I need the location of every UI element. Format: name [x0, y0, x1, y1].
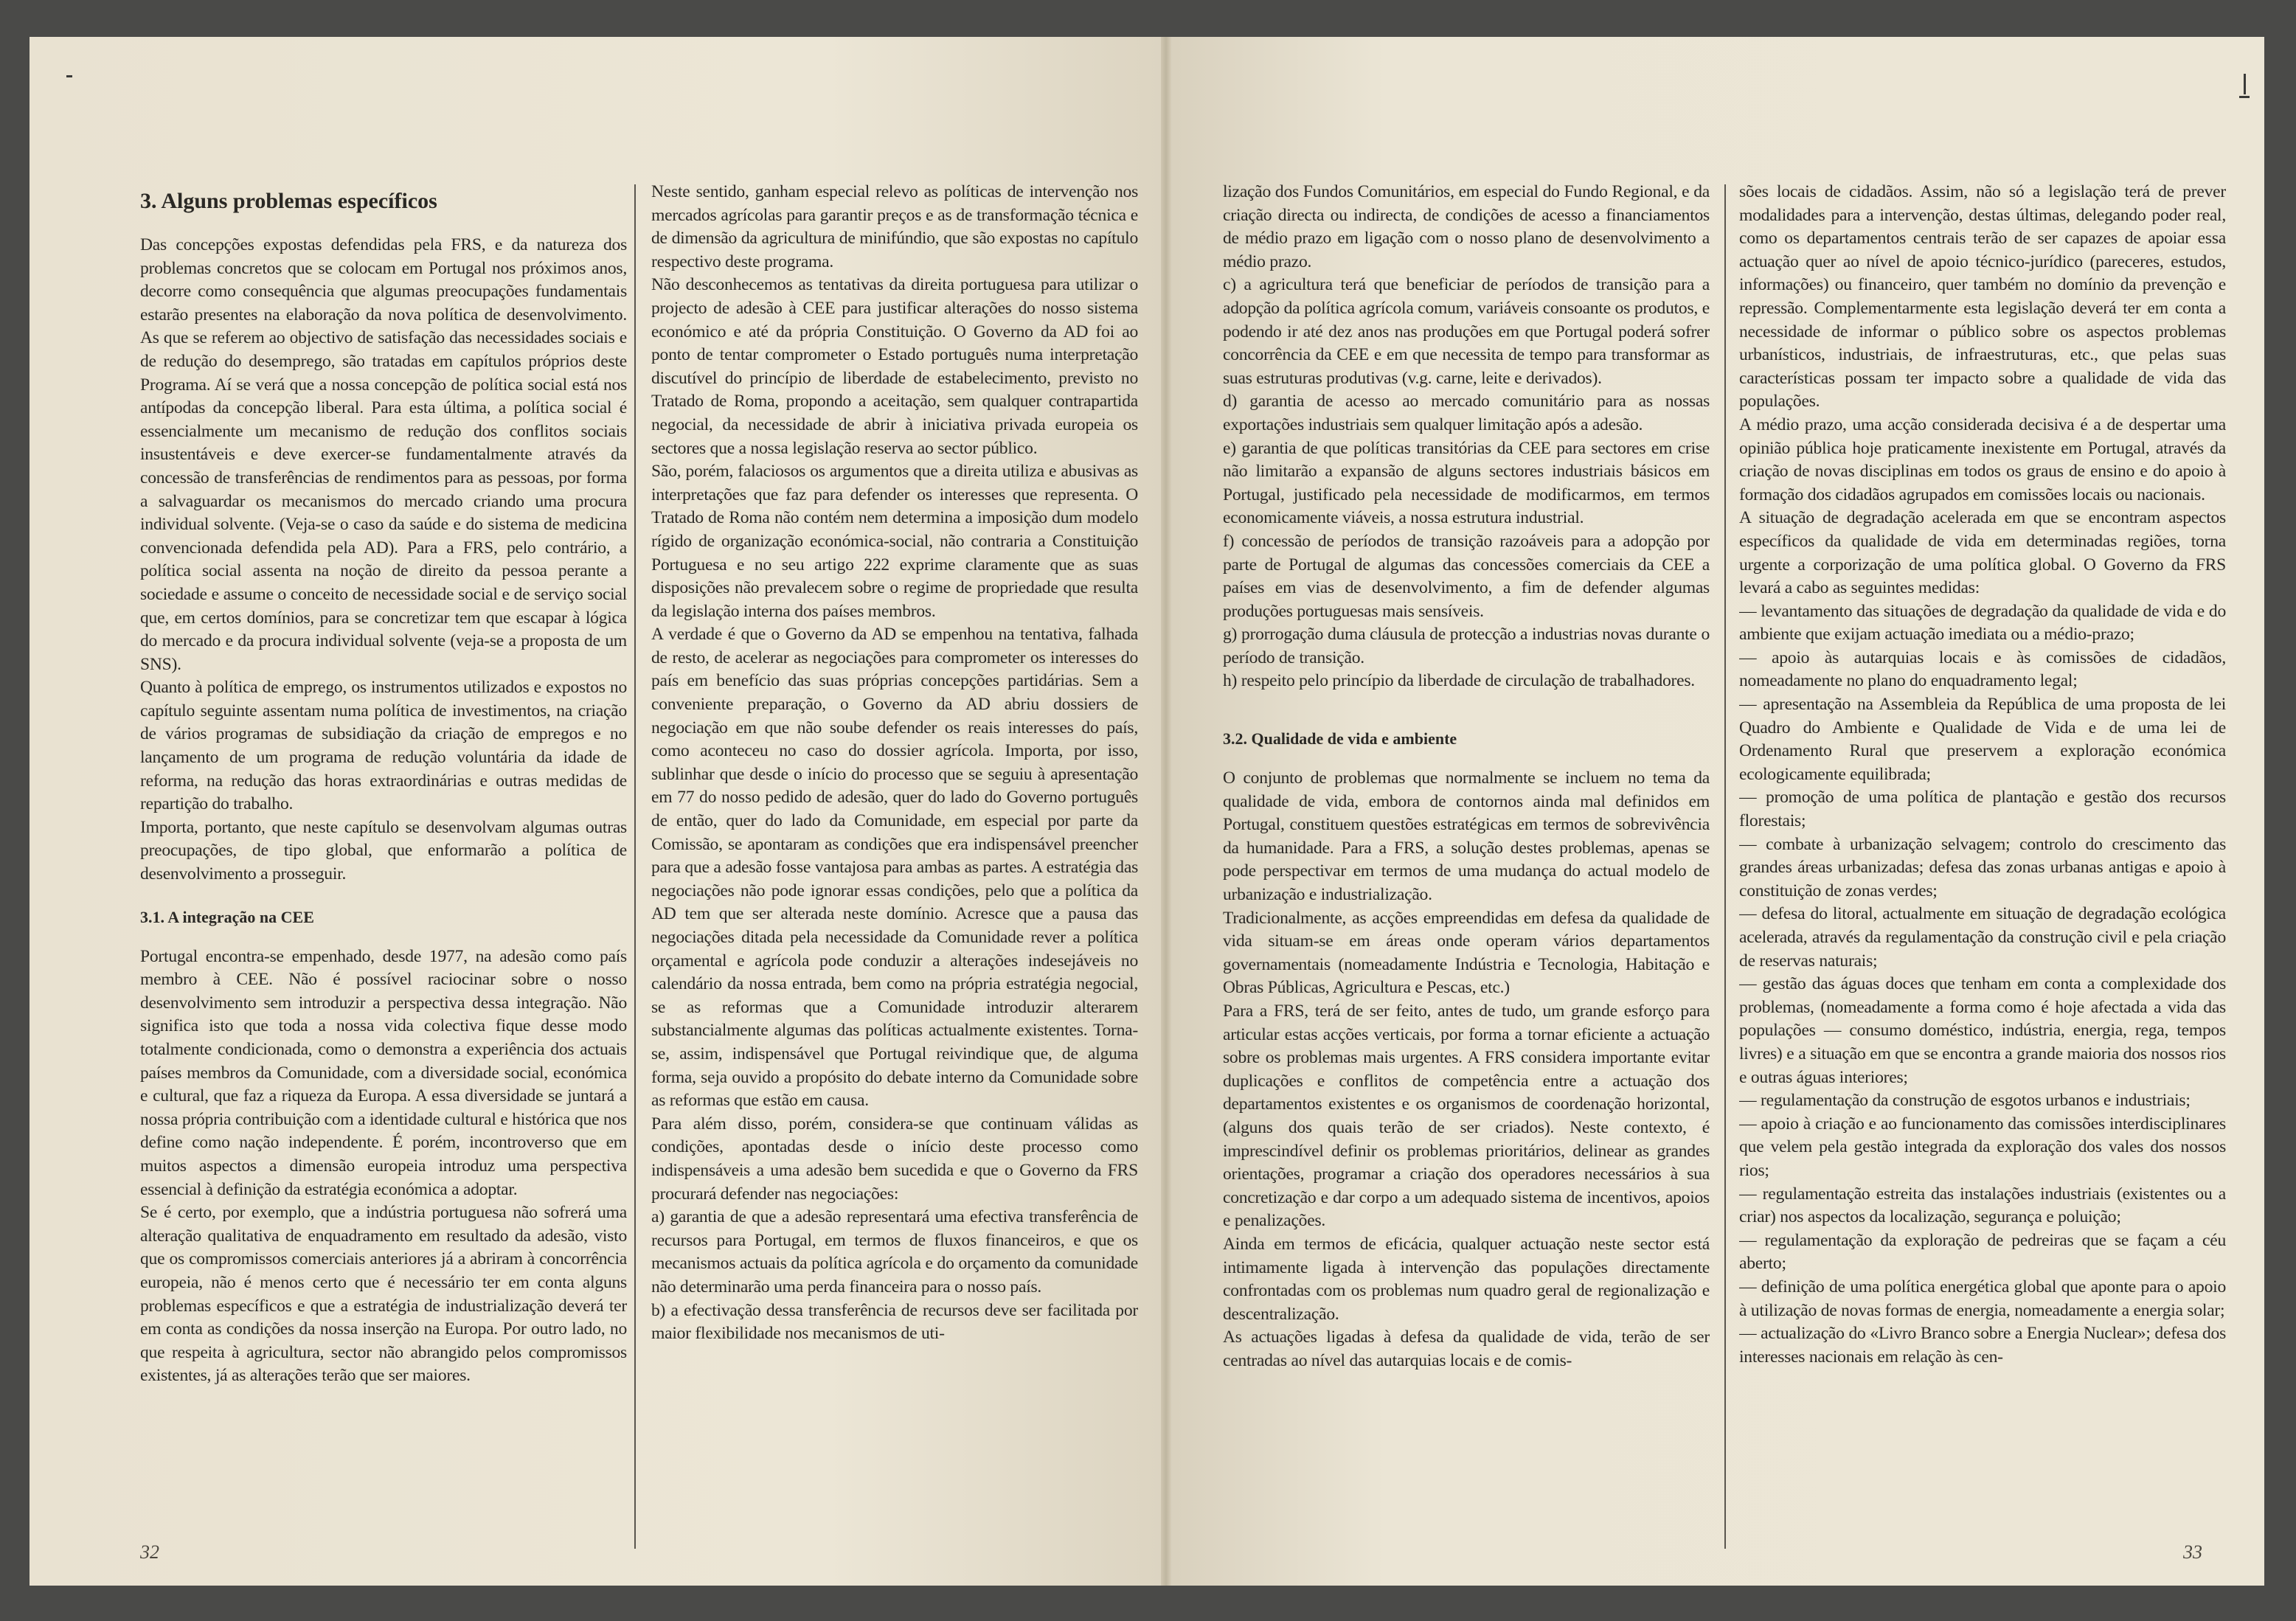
- scan-mark: [2239, 96, 2250, 98]
- list-item: — apoio às autarquias locais e às comissões de cidadãos, nomeadamente no plano do enquadramento legal;: [1739, 648, 2226, 691]
- page-number-left: 32: [140, 1541, 159, 1563]
- paragraph: Ainda em termos de eficácia, qualquer actuação neste sector está intimamente ligada à intervenção das populações directamente confrontadas com os problemas num quadro geral de regionalização e descentralização.: [1223, 1234, 1710, 1324]
- list-item: — apoio à criação e ao funcionamento das comissões interdisciplinares que velem pela gestão integrada da exploração dos vales dos nossos rios;: [1739, 1114, 2226, 1180]
- column-rule: [1724, 184, 1726, 1549]
- paragraph: Para além disso, porém, considera-se que continuam válidas as condições, apontadas desde o início deste processo como indispensáveis a uma adesão bem sucedida e que o Governo da FRS procurará defender nas negociações:: [651, 1114, 1138, 1204]
- paragraph: lização dos Fundos Comunitários, em especial do Fundo Regional, e da criação directa ou indirecta, de condições de acesso a financiamentos de médio prazo em ligação com o nosso plano de desenvolvimento a médio prazo.: [1223, 182, 1710, 271]
- book-gutter: [1161, 37, 1171, 1586]
- list-item: — gestão das águas doces que tenham em conta a complexidade dos problemas, (nomeadamente a forma como é hoje afectada a vida das populações — consumo doméstico, indústria, energia, rega, tempos livres) e a situação em que se encontra a grande maioria dos nossos rios e outras águas interiores;: [1739, 974, 2226, 1087]
- paragraph: h) respeito pelo princípio da liberdade de circulação de trabalhadores.: [1223, 671, 1695, 691]
- open-book-spread: [30, 37, 2264, 1586]
- paragraph: Importa, portanto, que neste capítulo se desenvolvam algumas outras preocupações, de tipo global, que enformarão a política de desenvolvimento a prosseguir.: [140, 817, 627, 884]
- paragraph: f) concessão de períodos de transição razoáveis para a adopção por parte de Portugal de algumas das concessões comerciais da CEE a países em vias de desenvolvimento, a fim de defender algumas produções portuguesas mais sensíveis.: [1223, 531, 1710, 621]
- list-item: — promoção de uma política de plantação e gestão dos recursos florestais;: [1739, 788, 2226, 831]
- list-item: — regulamentação estreita das instalações industriais (existentes ou a criar) nos aspectos da localização, segurança e poluição;: [1739, 1184, 2226, 1227]
- paragraph: a) garantia de que a adesão representará uma efectiva transferência de recursos para Portugal, em termos de fluxos financeiros, e que os mecanismos actuais da política agrícola e do orçamento da comunidade não determinarão uma perda financeira para o nosso país.: [651, 1207, 1138, 1297]
- paragraph: Tradicionalmente, as acções empreendidas em defesa da qualidade de vida situam-se em áreas onde operam vários departamentos governamentais (nomeadamente Indústria e Tecnologia, Habitação e Obras Públicas, Agricultura e Pescas, etc.): [1223, 908, 1710, 998]
- list-item: — regulamentação da exploração de pedreiras que se façam a céu aberto;: [1739, 1230, 2226, 1274]
- paragraph: A médio prazo, uma acção considerada decisiva é a de despertar uma opinião pública hoje praticamente inexistente em Portugal, através da criação de novas disciplinas em todos os graus de ensino e do apoio à formação dos cidadãos agrupados em comissões locais ou nacionais.: [1739, 414, 2226, 504]
- column-1: [140, 188, 627, 1582]
- paragraph: O conjunto de problemas que normalmente se incluem no tema da qualidade de vida, embora de contornos ainda mal definidos em Portugal, constituem questões estratégicas em termos de sobrevivência da humanidade. Para a FRS, a solução destes problemas, apenas se pode perspectivar em termos de uma mudança do actual modelo de urbanização e industrialização.: [1223, 768, 1710, 905]
- paragraph: A verdade é que o Governo da AD se empenhou na tentativa, falhada de resto, de acelerar as negociações para comprometer os interesses do país em benefício das suas próprias concepções partidárias. Sem a conveniente preparação, o Governo da AD abriu dossiers de negociação em que não soube defender os reais interesses do país, como aconteceu no caso do dossier agrícola. Importa, por isso, sublinhar que desde o início do processo que se seguiu à apresentação em 77 do nosso pedido de adesão, quer do lado do Governo português de então, quer do lado da Comunidade, em especial por parte da Comissão, se apontaram as condições que era indispensável preencher para que a adesão fosse vantajosa para ambas as partes. A estratégia das negociações não pode ignorar essas condições, pelo que a política da AD tem que ser alterada neste domínio. Acresce que a pausa das negociações ditada pela necessidade da Comunidade rever a política orçamental e agrícola pode conduzir a alterações indesejáveis no calendário da nossa entrada, bem como na própria estratégia negocial, se as reformas que a Comunidade introduzir alterarem substancialmente algumas das políticas actualmente existentes. Torna-se, assim, indispensável que Portugal reivindique que, de alguma forma, seja ouvido a propósito do debate interno da Comunidade sobre as reformas que estão em causa.: [651, 625, 1138, 1111]
- paragraph: São, porém, falaciosos os argumentos que a direita utiliza e abusivas as interpretações que faz para defender os interesses que representa. O Tratado de Roma não contém nem determina a imposição dum modelo rígido de organização económica-social, não contraria a Constituição Portuguesa e no seu artigo 222 exprime claramente que as suas disposições não prevalecem sobre o regime de propriedade que resulta da legislação interna dos países membros.: [651, 462, 1138, 621]
- column-3: [1223, 181, 1710, 1575]
- paragraph: Não desconhecemos as tentativas da direita portuguesa para utilizar o projecto de adesão à CEE para justificar alterações do nosso sistema económico e até da própria Constituição. O Governo da AD foi ao ponto de tentar comprometer o Estado português numa interpretação discutível do princípio de liberdade de estabelecimento, previsto no Tratado de Roma, propondo a aceitação, sem qualquer contrapartida negocial, da necessidade de abrir à iniciativa privada europeia os sectores que a nossa legislação reserva ao sector público.: [651, 275, 1138, 458]
- list-item: — apresentação na Assembleia da República de uma proposta de lei Quadro do Ambiente e Qualidade de Vida e de uma lei de Ordenamento Rural que preservem a exploração económica ecologicamente equilibrada;: [1739, 695, 2226, 784]
- paragraph: g) prorrogação duma cláusula de protecção a industrias novas durante o período de transição.: [1223, 625, 1710, 667]
- list-item: — levantamento das situações de degradação da qualidade de vida e do ambiente que exijam actuação imediata ou a médio-prazo;: [1739, 601, 2226, 645]
- list-item: — actualização do «Livro Branco sobre a Energia Nuclear»; defesa dos interesses nacionais em relação às cen-: [1739, 1324, 2226, 1367]
- column-2: [651, 181, 1138, 1575]
- list-item: — definição de uma política energética global que aponte para o apoio à utilização de novas formas de energia, nomeadamente a energia solar;: [1739, 1277, 2226, 1320]
- list-item: — regulamentação da construção de esgotos urbanos e industriais;: [1739, 1091, 2191, 1111]
- paragraph: Para a FRS, terá de ser feito, antes de tudo, um grande esforço para articular estas acções verticais, por forma a tornar eficiente a actuação sobre os problemas mais urgentes. A FRS considera importante evitar duplicações e conflitos de competência entre a actuação dos departamentos existentes e os organismos de coordenação horizontal, (alguns dos quais terão de ser criados). Neste contexto, é imprescindível definir os problemas prioritários, delinear as grandes orientações, programar a criação dos operadores necessários à sua concretização e dar corpo a um adequado sistema de incentivos, apoios e penalizações.: [1223, 1002, 1710, 1231]
- subsection-heading: 3.2. Qualidade de vida e ambiente: [1223, 729, 1457, 749]
- paragraph: As actuações ligadas à defesa da qualidade de vida, terão de ser centradas ao nível das autarquias locais e de comis-: [1223, 1327, 1710, 1370]
- page-number-right: 33: [2183, 1541, 2202, 1563]
- paragraph: Se é certo, por exemplo, que a indústria portuguesa não sofrerá uma alteração qualitativa de enquadramento em resultado da adesão, visto que os compromissos comerciais anteriores já a abriram à concorrência europeia, não é menos certo que é necessário ter em conta alguns problemas específicos e que a estratégia de industrialização deverá ter em conta as condições da nossa inserção na Europa. Por outro lado, no que respeita à agricultura, sector não abrangido pelos compromissos existentes, já as alterações terão que ser maiores.: [140, 1203, 627, 1386]
- paragraph: d) garantia de acesso ao mercado comunitário para as nossas exportações industriais sem qualquer limitação após a adesão.: [1223, 392, 1710, 434]
- paragraph: sões locais de cidadãos. Assim, não só a legislação terá de prever modalidades para a intervenção, destas últimas, delegando poder real, como os departamentos centrais terão de ser capazes de apoiar essa actuação quer ao nível de apoio técnico-jurídico (pareceres, estudos, informações) ou financeiro, quer também no domínio da prevenção e repressão. Complementarmente esta legislação deverá ter em conta a necessidade de informar o público sobre os aspectos problemas urbanísticos, industriais, de infraestruturas, etc., que pelas suas características possam ter impacto sobre a qualidade de vida das populações.: [1739, 182, 2226, 412]
- scan-mark: [66, 75, 72, 77]
- list-item: — defesa do litoral, actualmente em situação de degradação ecológica acelerada, através da regulamentação da construção civil e pela criação de reservas naturais;: [1739, 904, 2226, 971]
- paragraph: c) a agricultura terá que beneficiar de períodos de transição para a adopção da política agrícola comum, variáveis consoante os produtos, e podendo ir até dez anos nas produções em que Portugal poderá sofrer concorrência da CEE e em que necessita de tempo para transformar as suas estruturas produtivas (v.g. carne, leite e derivados).: [1223, 275, 1710, 388]
- scan-mark: [2244, 74, 2246, 94]
- subsection-heading: 3.1. A integração na CEE: [140, 907, 314, 926]
- column-4: [1739, 181, 2226, 1575]
- column-rule: [634, 184, 636, 1549]
- paragraph: Portugal encontra-se empenhado, desde 1977, na adesão como país membro à CEE. Não é possível raciocinar sobre o nosso desenvolvimento sem introduzir a perspectiva dessa integração. Não significa isto que toda a nossa vida colectiva fique desse modo totalmente condicionada, como o demonstra a experiência dos actuais países membros da Comunidade, com a diversidade social, económica e cultural, que faz a riqueza da Europa. A essa diversidade se juntará a nossa própria contribuição com a identidade cultural e histórica que nos define como nação independente. É porém, incontroverso que em muitos aspectos a dimensão europeia introduz uma perspectiva essencial à definição da estratégia económica a adoptar.: [140, 946, 627, 1199]
- paragraph: A situação de degradação acelerada em que se encontram aspectos específicos da qualidade de vida em determinadas regiões, torna urgente a corporização de uma política global. O Governo da FRS levará a cabo as seguintes medidas:: [1739, 508, 2226, 598]
- paragraph: b) a efectivação dessa transferência de recursos deve ser facilitada por maior flexibilidade nos mecanismos de uti-: [651, 1300, 1138, 1344]
- paragraph: Neste sentido, ganham especial relevo as políticas de intervenção nos mercados agrícolas para garantir preços e as de transformação técnica e de dimensão da agricultura de minifúndio, que são expostas no capítulo respectivo deste programa.: [651, 182, 1138, 271]
- paragraph: e) garantia de que políticas transitórias da CEE para sectores em crise não limitarão a expansão de alguns sectores industriais básicos em Portugal, justificado pela necessidade de modificarmos, em termos economicamente viáveis, a nossa estrutura industrial.: [1223, 438, 1710, 528]
- paragraph: Das concepções expostas defendidas pela FRS, e da natureza dos problemas concretos que se colocam em Portugal nos próximos anos, decorre como consequência que algumas preocupações fundamentais estarão presentes na elaboração da nova política de desenvolvimento. As que se referem ao objectivo de satisfação das necessidades sociais e de redução do desemprego, são tratadas em capítulos próprios deste Programa. Aí se verá que a nossa concepção de política social está nos antípodas da concepção liberal. Para esta última, a política social é essencialmente um mecanismo de redução dos conflitos sociais insustentáveis e deve exercer-se fundamentalmente através da concessão de transferências de rendimentos para as pessoas, por forma a salvaguardar os mecanismos do mercado criando uma procura individual solvente. (Veja-se o caso da saúde e do sistema de medicina convencionada defendida pela AD). Para a FRS, pelo contrário, a política social assenta na noção de direito da pessoa perante a sociedade e assume o conceito de necessidade social e de serviço social que, em certos domínios, para se concretizar tem que escapar à lógica do mercado e da procura individual solvente (veja-se a proposta de um SNS).: [140, 235, 627, 674]
- section-heading: 3. Alguns problemas específicos: [140, 189, 437, 213]
- paragraph: Quanto à política de emprego, os instrumentos utilizados e expostos no capítulo seguinte assentam numa política de investimentos, na criação de vários programas de subsidiação da criação de empregos e no lançamento de um programa de redução voluntária da idade de reforma, na redução das horas extraordinárias e outras medidas de repartição do trabalho.: [140, 678, 627, 814]
- list-item: — combate à urbanização selvagem; controlo do crescimento das grandes áreas urbanizadas; defesa das zonas urbanas antigas e apoio à constituição de zonas verdes;: [1739, 834, 2226, 900]
